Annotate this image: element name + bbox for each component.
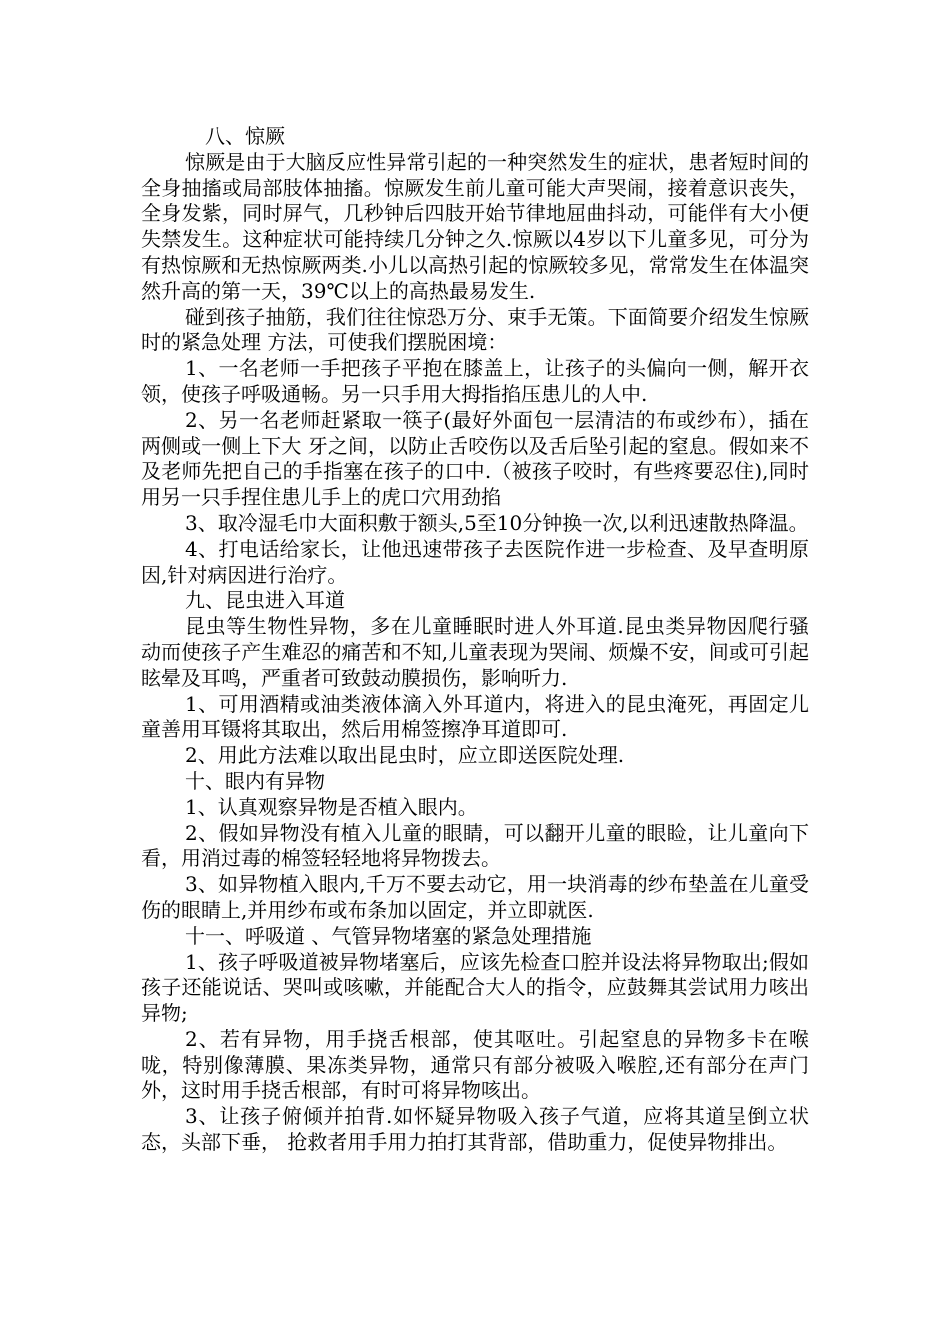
list-item: 3、取冷湿毛巾大面积敷于额头,5至10分钟换一次,以利迅速散热降温。: [185, 510, 809, 535]
list-item: 1、一名老师一手把孩子平抱在膝盖上，让孩子的头偏向一侧，解开衣领，使孩子呼吸通畅。另一只手用大拇指掐压患儿的人中.: [141, 356, 809, 406]
list-item: 1、孩子呼吸道被异物堵塞后，应该先检查口腔并设法将异物取出;假如孩子还能说话、哭叫或咳嗽，并能配合大人的指令，应鼓舞其尝试用力咳出异物;: [141, 949, 809, 1026]
paragraph: 惊厥是由于大脑反应性异常引起的一种突然发生的症状，患者短时间的全身抽搐或局部肢体抽搐。惊厥发生前儿童可能大声哭闹，接着意识丧失，全身发紫，同时屏气，几秒钟后四肢开始节律地屈曲抖动，可能伴有大小便失禁发生。这种症状可能持续几分钟之久.惊厥以4岁以下儿童多见，可分为有热惊厥和无热惊厥两类.小儿以高热引起的惊厥较多见，常常发生在体温突然升高的第一天，39℃以上的高热最易发生.: [141, 149, 809, 303]
list-item: 1、可用酒精或油类液体滴入外耳道内，将进入的昆虫淹死，再固定儿童善用耳镊将其取出，然后用棉签擦净耳道即可.: [141, 691, 809, 742]
section-heading-9: 九、昆虫进入耳道: [185, 588, 345, 613]
list-item: 2、用此方法难以取出昆虫时，应立即送医院处理.: [185, 743, 625, 768]
section-heading-10: 十、眼内有异物: [185, 768, 325, 793]
list-item: 2、假如异物没有植入儿童的眼睛，可以翻开儿童的眼睑，让儿童向下看，用消过毒的棉签轻轻地将异物拨去。: [141, 820, 809, 871]
paragraph: 昆虫等生物性异物，多在儿童睡眠时进人外耳道.昆虫类异物因爬行骚动而使孩子产生难忍的痛苦和不知,儿童表现为哭闹、烦燥不安，间或可引起眩晕及耳鸣，严重者可致鼓动膜损伤，影响听力.: [141, 614, 809, 690]
list-item: 3、让孩子俯倾并拍背.如怀疑异物吸入孩子气道，应将其道呈倒立状态，头部下垂， 抢救者用手用力拍打其背部，借助重力，促使异物排出。: [141, 1104, 809, 1155]
list-item: 2、另一名老师赶紧取一筷子(最好外面包一层清洁的布或纱布），插在两侧或一侧上下大 牙之间，以防止舌咬伤以及舌后坠引起的窒息。假如来不及老师先把自己的手指塞在孩子的口中.（被孩子咬时，有些疼要忍住),同时用另一只手捏住患儿手上的虎口穴用劲掐: [141, 407, 809, 510]
list-item: 1、认真观察异物是否植入眼内。: [185, 794, 478, 819]
list-item: 3、如异物植入眼内,千万不要去动它，用一块消毒的纱布垫盖在儿童受伤的眼睛上,并用纱布或布条加以固定，并立即就医.: [141, 872, 809, 922]
section-heading-11: 十一、呼吸道 、气管异物堵塞的紧急处理措施: [185, 923, 592, 948]
document-body: [141, 124, 809, 1156]
section-heading-8: 八、惊厥: [205, 124, 285, 148]
list-item: 4、打电话给家长，让他迅速带孩子去医院作进一步检查、及早查明原因,针对病因进行治疗。: [141, 536, 809, 587]
paragraph: 碰到孩子抽筋，我们往往惊恐万分、束手无策。下面简要介绍发生惊厥时的紧急处理 方法，可使我们摆脱困境：: [141, 304, 809, 355]
list-item: 2、若有异物，用手挠舌根部，使其呕吐。引起窒息的异物多卡在喉咙，特别像薄膜、果冻类异物，通常只有部分被吸入喉腔,还有部分在声门外，这时用手挠舌根部，有时可将异物咳出。: [141, 1026, 809, 1103]
